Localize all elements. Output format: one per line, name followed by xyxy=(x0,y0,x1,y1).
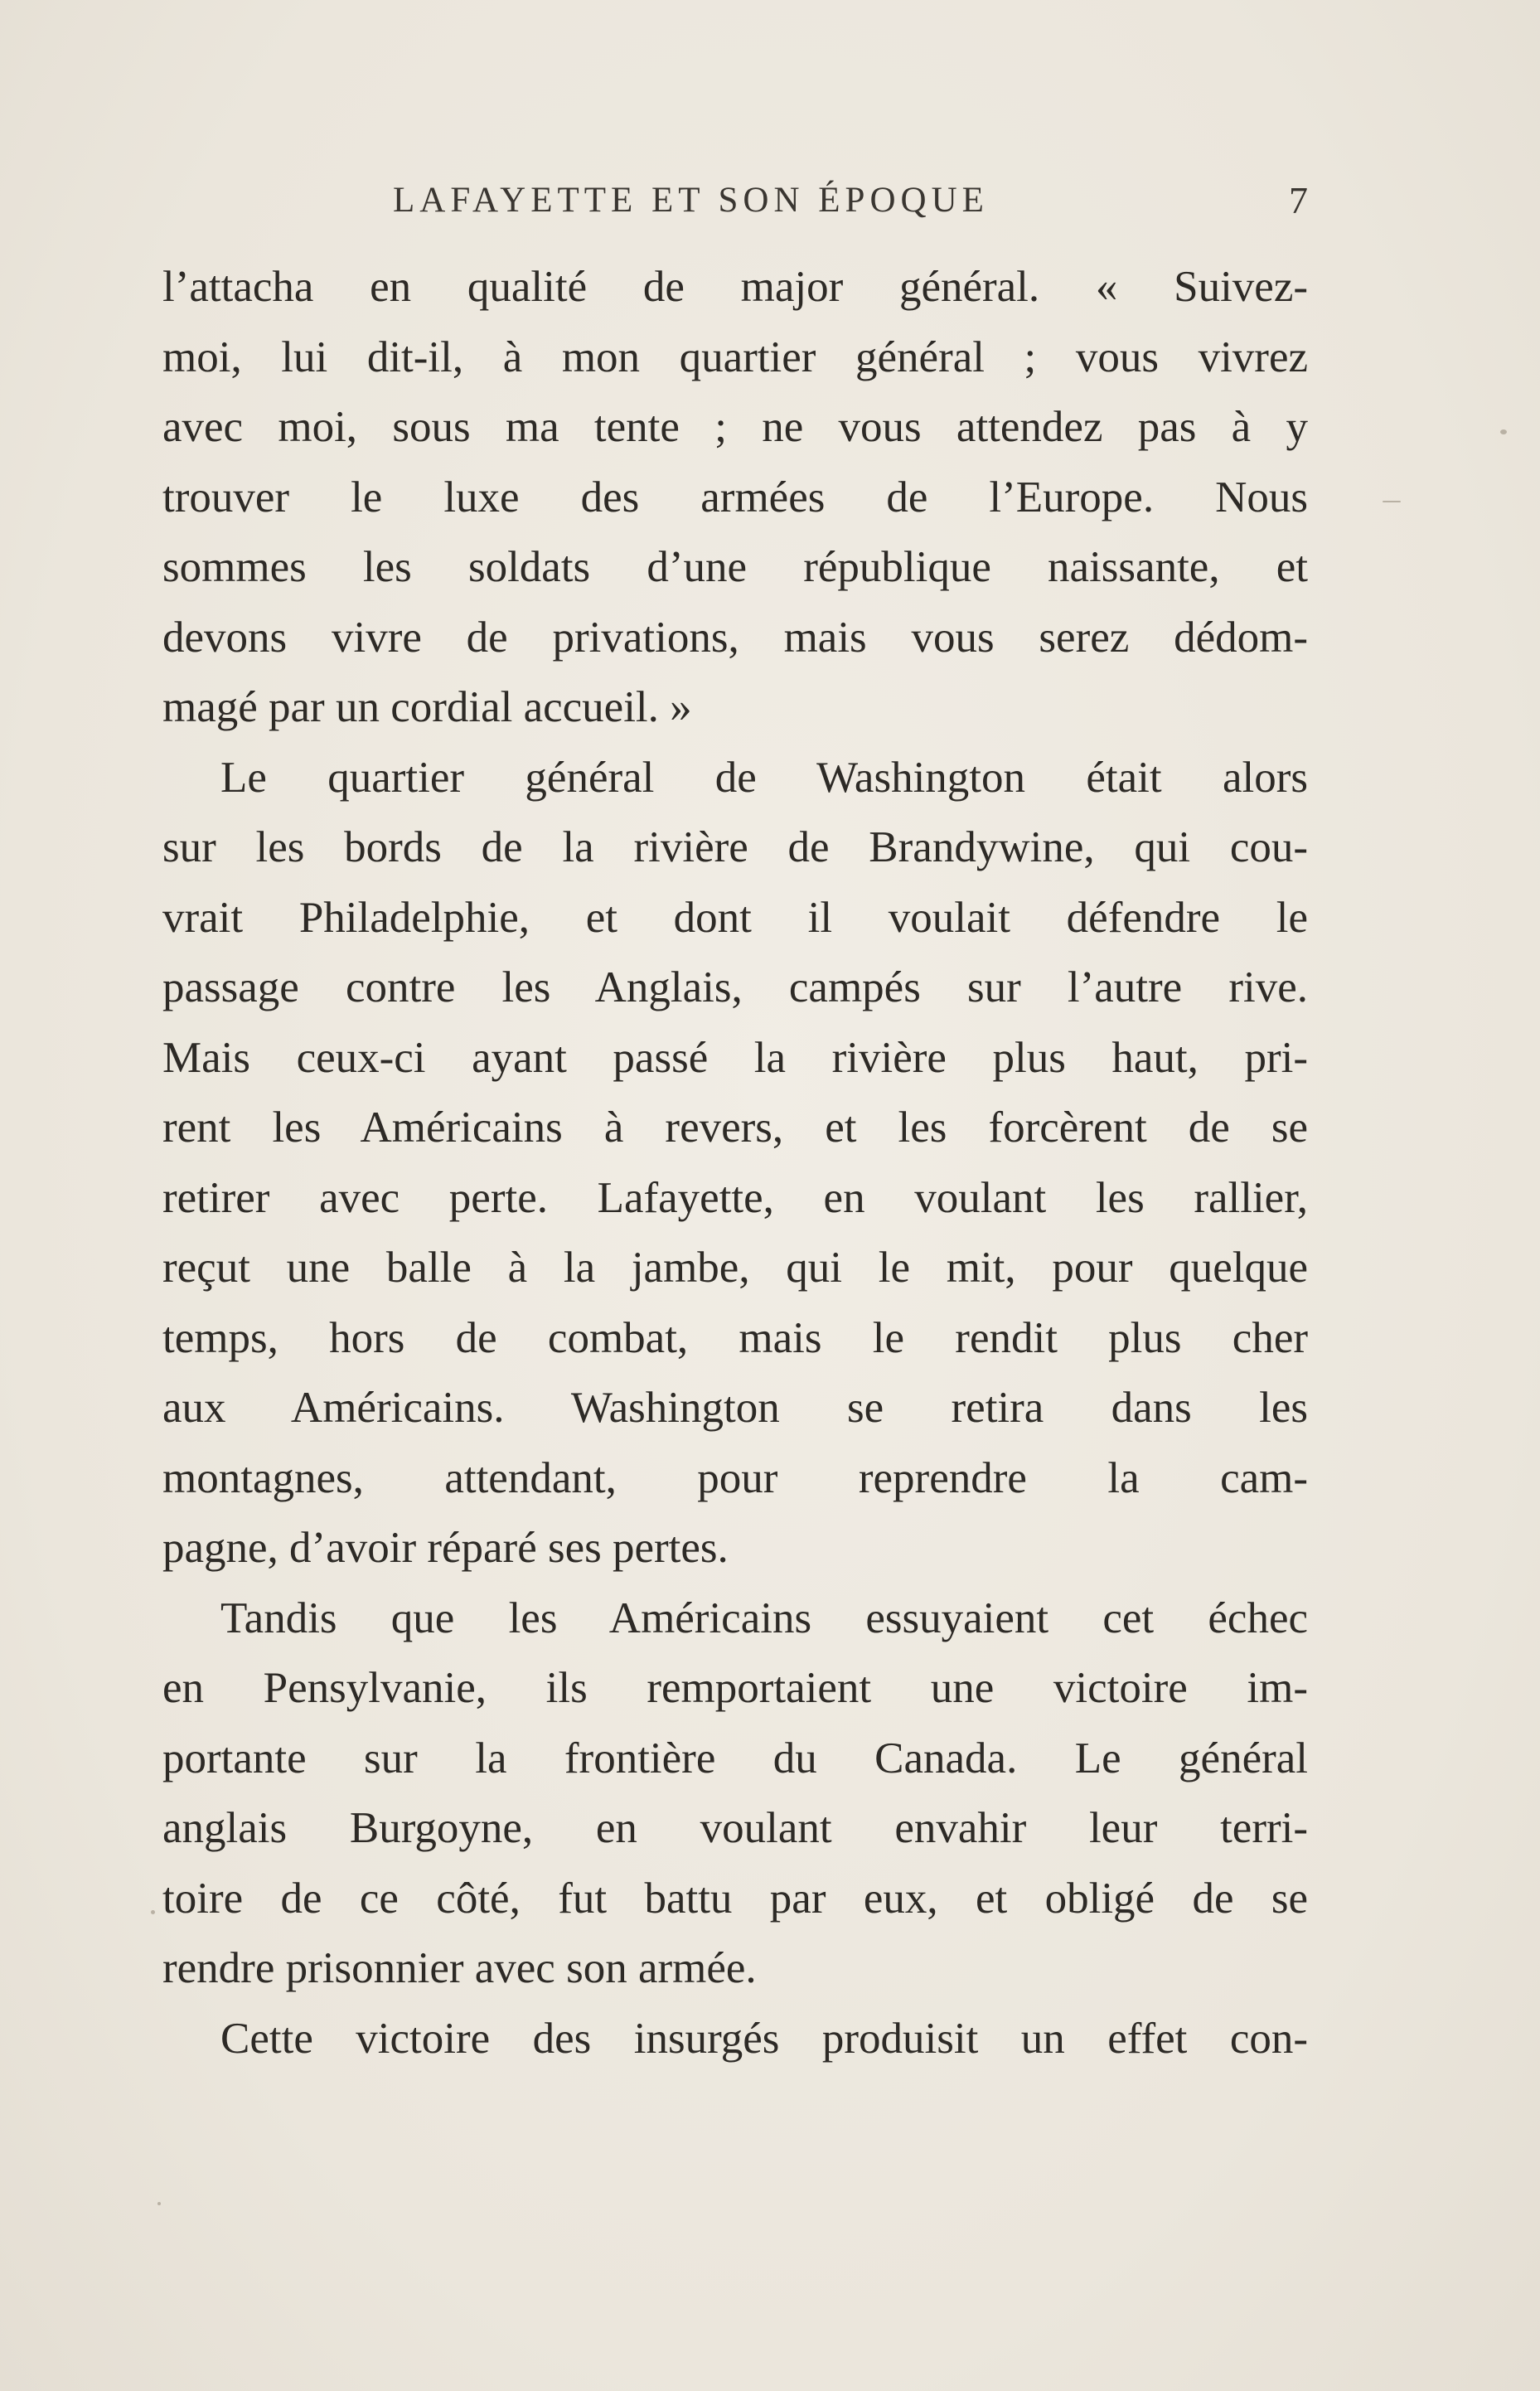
text-line: aux Américains. Washington se retira dans les xyxy=(162,1384,1308,1432)
text-line: magé par un cordial accueil. » xyxy=(162,683,692,731)
running-title: LAFAYETTE ET SON ÉPOQUE xyxy=(393,181,989,220)
text-line: en Pensylvanie, ils remportaient une victoire im- xyxy=(162,1664,1308,1712)
paper-speck xyxy=(151,1910,155,1914)
text-line: devons vivre de privations, mais vous serez dédom- xyxy=(162,613,1308,662)
page-number: 7 xyxy=(1289,179,1308,221)
text-line: retirer avec perte. Lafayette, en voulant les rallier, xyxy=(162,1173,1308,1222)
text-line: pagne, d’avoir réparé ses pertes. xyxy=(162,1524,729,1572)
text-line: portante sur la frontière du Canada. Le général xyxy=(162,1734,1308,1782)
text-line: sur les bords de la rivière de Brandywine, qui cou- xyxy=(162,823,1308,871)
paper-speck xyxy=(1500,429,1507,434)
text-line: montagnes, attendant, pour reprendre la cam- xyxy=(162,1453,1308,1502)
paper-speck xyxy=(157,2202,161,2205)
running-head xyxy=(162,176,1308,226)
text-line: rent les Américains à revers, et les forcèrent de se xyxy=(162,1103,1308,1152)
text-line: Tandis que les Américains essuyaient cet échec xyxy=(220,1593,1308,1642)
body-text xyxy=(162,252,1308,2073)
text-line: toire de ce côté, fut battu par eux, et obligé de se xyxy=(162,1874,1308,1923)
paper-speck xyxy=(1383,501,1401,502)
text-line: sommes les soldats d’une république naissante, et xyxy=(162,543,1308,591)
text-line: Cette victoire des insurgés produisit un effet con- xyxy=(220,2014,1308,2063)
text-line: temps, hors de combat, mais le rendit plus cher xyxy=(162,1313,1308,1362)
text-line: Mais ceux-ci ayant passé la rivière plus haut, pri- xyxy=(162,1033,1308,1082)
text-line: Le quartier général de Washington était alors xyxy=(220,753,1308,802)
text-line: anglais Burgoyne, en voulant envahir leur terri- xyxy=(162,1804,1308,1852)
text-line: reçut une balle à la jambe, qui le mit, pour quelque xyxy=(162,1244,1308,1292)
text-line: rendre prisonnier avec son armée. xyxy=(162,1944,757,1992)
text-line: passage contre les Anglais, campés sur l’autre rive. xyxy=(162,963,1308,1011)
text-line: trouver le luxe des armées de l’Europe. Nous xyxy=(162,473,1308,521)
text-line: vrait Philadelphie, et dont il voulait défendre le xyxy=(162,893,1308,942)
text-line: moi, lui dit-il, à mon quartier général ; vous vivrez xyxy=(162,332,1308,381)
text-line: avec moi, sous ma tente ; ne vous attendez pas à y xyxy=(162,403,1308,451)
text-line: l’attacha en qualité de major général. « Suivez- xyxy=(162,263,1308,311)
